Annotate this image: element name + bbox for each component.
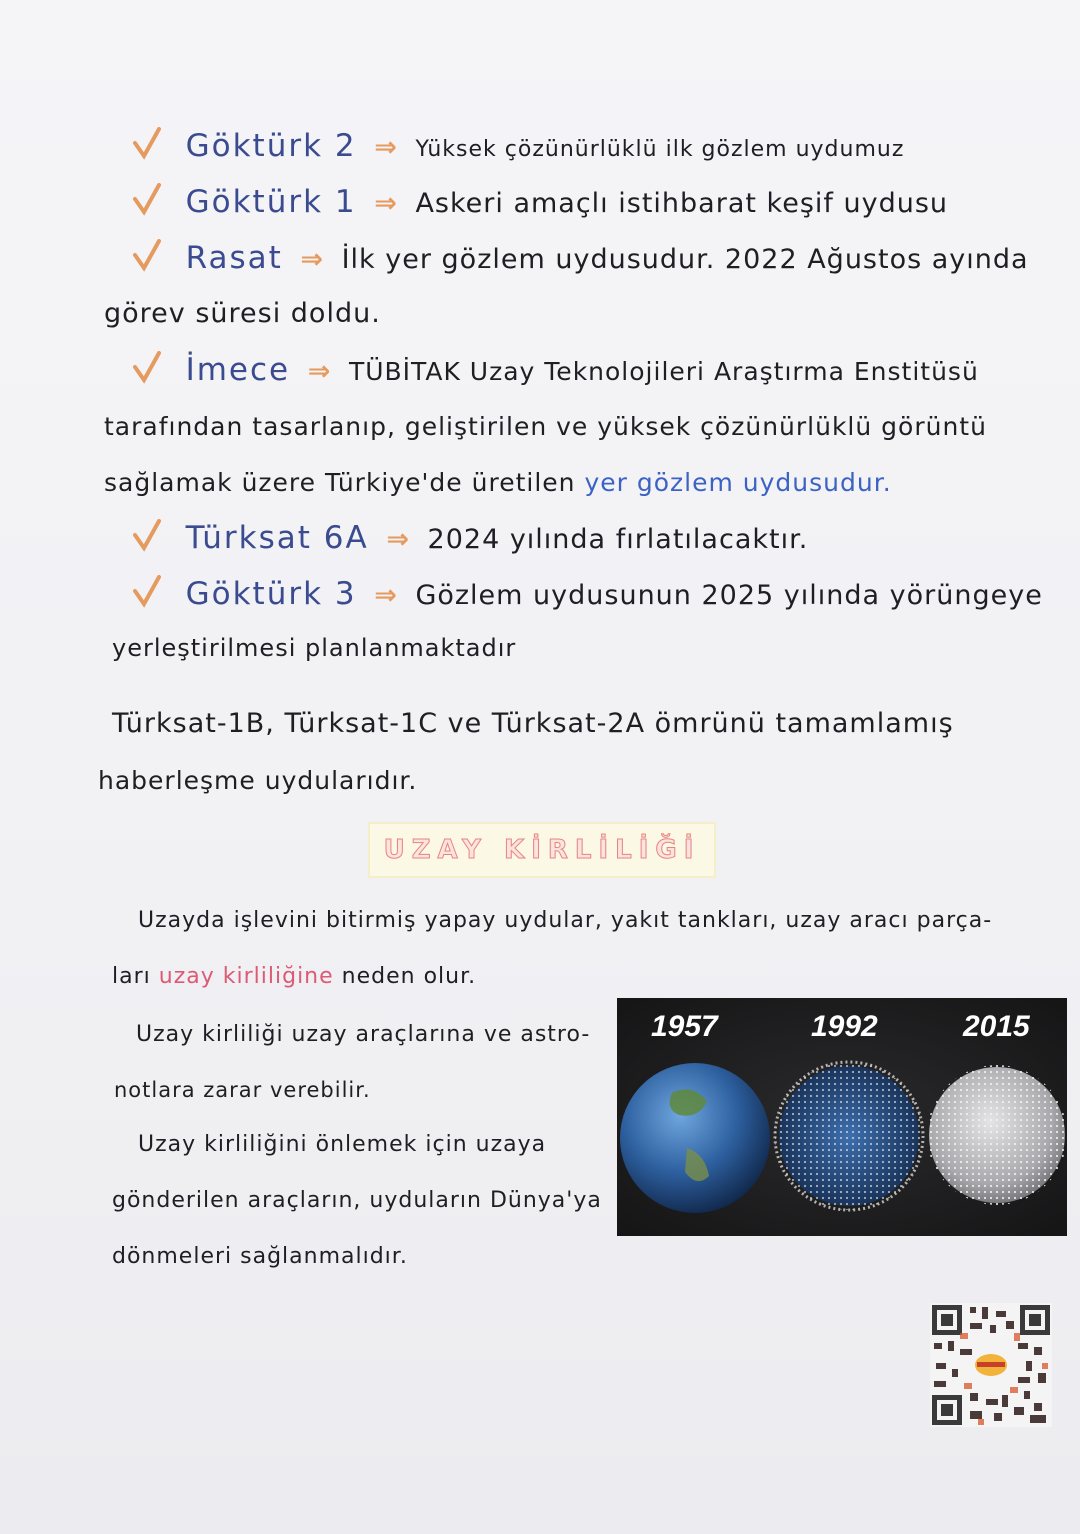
earth-debris-image	[617, 998, 1067, 1236]
satellite-item-gokturk2	[132, 126, 904, 164]
satellite-desc: Yüksek çözünürlüklü ilk gözlem uydumuz	[415, 137, 905, 162]
satellite-desc-continued: tarafından tasarlanıp, geliştirilen ve yüksek çözünürlüklü görüntü	[104, 412, 987, 441]
check-icon	[132, 350, 162, 384]
arrow-icon: ⇒	[300, 244, 324, 275]
text: ları	[112, 964, 151, 989]
check-icon	[132, 182, 162, 216]
check-icon	[132, 518, 162, 552]
highlight-text: uzay kirliliğine	[158, 964, 334, 989]
satellite-desc: Gözlem uydusunun 2025 yılında yörüngeye	[415, 580, 1043, 611]
pollution-p3-line1: Uzay kirliliğini önlemek için uzaya	[138, 1132, 547, 1157]
pollution-p1-line1: Uzayda işlevini bitirmiş yapay uydular, yakıt tankları, uzay aracı parça-	[138, 908, 993, 933]
desc-text: sağlamak üzere Türkiye'de üretilen	[104, 468, 576, 497]
satellite-desc: 2024 yılında fırlatılacaktır.	[427, 524, 809, 555]
section-title-badge	[368, 822, 716, 878]
text: neden olur.	[341, 964, 477, 989]
qr-code-icon[interactable]	[930, 1303, 1052, 1427]
satellite-desc-continued	[104, 468, 892, 497]
satellite-title: İmece	[185, 352, 291, 388]
satellite-desc: TÜBİTAK Uzay Teknolojileri Araştırma Enstitüsü	[348, 357, 979, 386]
arrow-icon: ⇒	[374, 132, 398, 163]
section-title: UZAY KİRLİLİĞİ	[383, 835, 701, 865]
satellite-title: Türksat 6A	[185, 520, 369, 556]
satellite-title: Rasat	[185, 240, 283, 276]
satellite-item-gokturk3	[132, 574, 1043, 612]
earth-globes	[617, 998, 1067, 1236]
satellite-item-rasat	[132, 238, 1029, 276]
satellite-item-turksat6a	[132, 518, 808, 556]
satellite-title: Göktürk 2	[185, 128, 357, 164]
pollution-p3-line3: dönmeleri sağlanmalıdır.	[112, 1244, 408, 1269]
arrow-icon: ⇒	[386, 524, 410, 555]
satellite-title: Göktürk 3	[185, 576, 357, 612]
check-icon	[132, 126, 162, 160]
arrow-icon: ⇒	[307, 356, 332, 387]
year-label: 1992	[811, 1010, 878, 1043]
pollution-p1-line2	[112, 964, 476, 989]
satellite-desc: İlk yer gözlem uydusudur. 2022 Ağustos ayında	[341, 244, 1029, 275]
year-label: 2015	[963, 1010, 1030, 1043]
satellite-title: Göktürk 1	[185, 184, 357, 220]
arrow-icon: ⇒	[374, 188, 398, 219]
highlight-text: yer gözlem uydusudur.	[584, 468, 892, 497]
pollution-p2-line1: Uzay kirliliği uzay araçlarına ve astro-	[136, 1022, 591, 1047]
check-icon	[132, 574, 162, 608]
retired-line-2: haberleşme uydularıdır.	[98, 766, 418, 795]
check-icon	[132, 238, 162, 272]
year-label: 1957	[651, 1010, 718, 1043]
pollution-p3-line2: gönderilen araçların, uyduların Dünya'ya	[112, 1188, 602, 1213]
satellite-item-gokturk1	[132, 182, 948, 220]
satellite-item-imece	[132, 350, 979, 388]
arrow-icon: ⇒	[374, 580, 398, 611]
satellite-desc: Askeri amaçlı istihbarat keşif uydusu	[415, 188, 948, 219]
pollution-p2-line2: notlara zarar verebilir.	[114, 1078, 371, 1102]
retired-line-1: Türksat-1B, Türksat-1C ve Türksat-2A ömrünü tamamlamış	[112, 708, 954, 739]
satellite-desc-continued: yerleştirilmesi planlanmaktadır	[112, 634, 517, 662]
satellite-desc-continued: görev süresi doldu.	[104, 298, 381, 329]
